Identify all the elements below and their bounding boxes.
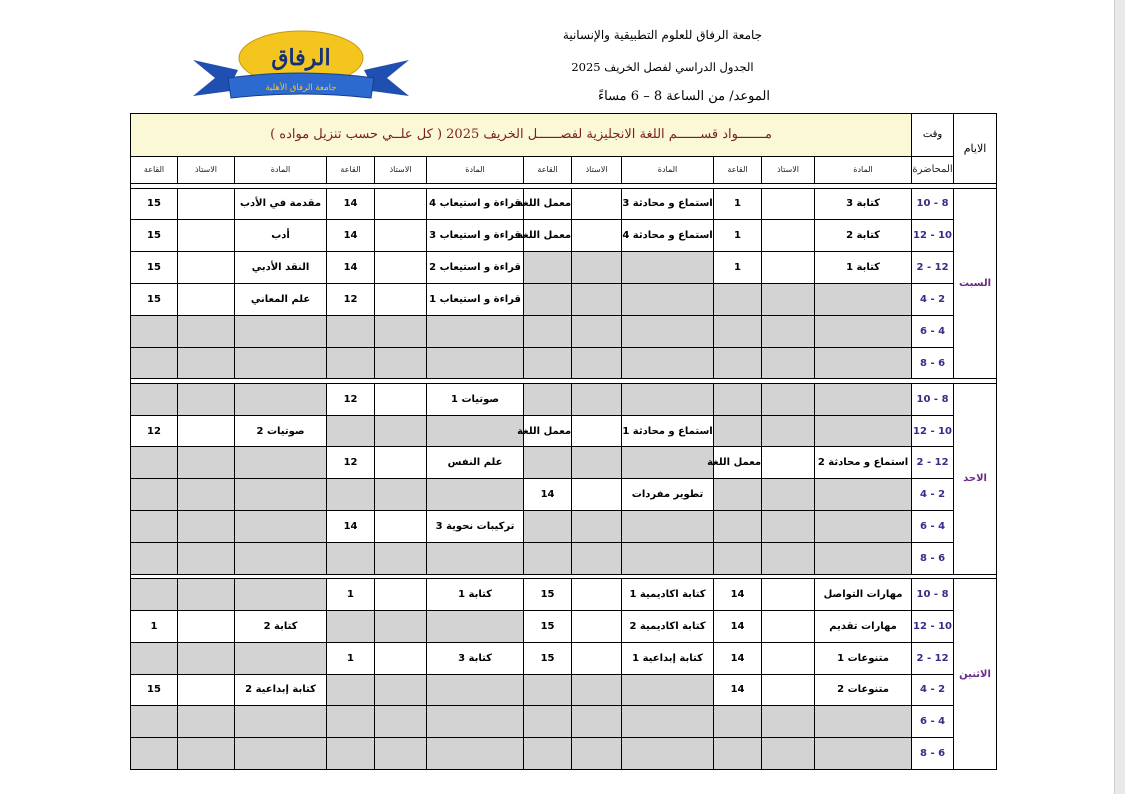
- teacher-cell: [178, 642, 235, 674]
- room-column-header: القاعة: [524, 156, 572, 183]
- subject-cell: [622, 706, 714, 738]
- teacher-cell: [572, 511, 622, 543]
- teacher-cell: [572, 479, 622, 511]
- table-row: [131, 479, 997, 511]
- teacher-cell: [375, 447, 427, 479]
- time-slot: 2 - 4: [912, 284, 954, 316]
- teacher-cell: [762, 610, 815, 642]
- subject-cell: [622, 315, 714, 347]
- time-slot: 6 - 8: [912, 738, 954, 770]
- subject-cell: [235, 542, 327, 574]
- room-cell: معمل اللغة: [714, 447, 762, 479]
- room-cell: [714, 542, 762, 574]
- subject-cell: [815, 284, 912, 316]
- time-slot: 8 - 10: [912, 383, 954, 415]
- subject-cell: [622, 447, 714, 479]
- subject-column-header: المادة: [427, 156, 524, 183]
- column-header-row: [131, 156, 997, 183]
- room-cell: [327, 674, 375, 706]
- subject-cell: [622, 674, 714, 706]
- room-cell: [524, 347, 572, 379]
- teacher-cell: [572, 415, 622, 447]
- room-cell: 15: [524, 610, 572, 642]
- table-row: [131, 415, 997, 447]
- subject-cell: قراءة و استيعاب 1: [427, 284, 524, 316]
- subject-cell: [622, 347, 714, 379]
- room-cell: [131, 479, 178, 511]
- subject-cell: متنوعات 1: [815, 642, 912, 674]
- subject-cell: [427, 706, 524, 738]
- room-cell: [131, 579, 178, 611]
- time-slot: 6 - 8: [912, 542, 954, 574]
- teacher-cell: [762, 447, 815, 479]
- room-cell: 15: [131, 188, 178, 220]
- table-row: [131, 252, 997, 284]
- room-column-header: القاعة: [714, 156, 762, 183]
- teacher-cell: [572, 674, 622, 706]
- teacher-cell: [572, 610, 622, 642]
- subject-cell: قراءة و استيعاب 3: [427, 220, 524, 252]
- subject-cell: النقد الأدبي: [235, 252, 327, 284]
- teacher-cell: [762, 220, 815, 252]
- subject-cell: [235, 479, 327, 511]
- subject-cell: [427, 542, 524, 574]
- room-cell: [327, 479, 375, 511]
- table-row: [131, 511, 997, 543]
- room-cell: [131, 447, 178, 479]
- room-cell: [131, 642, 178, 674]
- room-cell: [524, 383, 572, 415]
- room-cell: [714, 706, 762, 738]
- teacher-cell: [375, 383, 427, 415]
- time-slot: 12 - 2: [912, 447, 954, 479]
- subject-cell: [815, 511, 912, 543]
- subject-cell: [427, 315, 524, 347]
- teacher-cell: [375, 347, 427, 379]
- teacher-cell: [375, 315, 427, 347]
- subject-cell: [622, 284, 714, 316]
- room-cell: 14: [327, 511, 375, 543]
- subject-cell: أدب: [235, 220, 327, 252]
- time-slot: 2 - 4: [912, 674, 954, 706]
- room-cell: [131, 542, 178, 574]
- subject-cell: كتابة 3: [427, 642, 524, 674]
- room-column-header: القاعة: [327, 156, 375, 183]
- subject-cell: كتابة اكاديمية 1: [622, 579, 714, 611]
- room-cell: 14: [714, 642, 762, 674]
- subject-cell: مقدمة في الأدب: [235, 188, 327, 220]
- teacher-cell: [375, 415, 427, 447]
- room-cell: [131, 383, 178, 415]
- room-cell: 14: [714, 579, 762, 611]
- time-slot: 6 - 8: [912, 347, 954, 379]
- subject-cell: [622, 511, 714, 543]
- room-cell: 12: [327, 284, 375, 316]
- teacher-cell: [762, 252, 815, 284]
- teacher-cell: [375, 252, 427, 284]
- room-cell: 1: [131, 610, 178, 642]
- day-name: السبت: [954, 188, 997, 379]
- subject-cell: مهارات تقديم: [815, 610, 912, 642]
- teacher-cell: [178, 447, 235, 479]
- time-slot: 4 - 6: [912, 511, 954, 543]
- teacher-cell: [572, 383, 622, 415]
- time-slot: 10 - 12: [912, 610, 954, 642]
- subject-cell: [235, 642, 327, 674]
- subject-cell: [622, 738, 714, 770]
- room-cell: [524, 511, 572, 543]
- teacher-cell: [572, 252, 622, 284]
- teacher-column-header: الاستاذ: [762, 156, 815, 183]
- teacher-cell: [178, 315, 235, 347]
- subject-cell: كتابة 1: [427, 579, 524, 611]
- table-row: [131, 447, 997, 479]
- days-header: الايام: [954, 114, 997, 184]
- subject-cell: تطوير مفردات: [622, 479, 714, 511]
- subject-cell: [235, 347, 327, 379]
- room-column-header: القاعة: [131, 156, 178, 183]
- teacher-cell: [375, 542, 427, 574]
- table-row: [131, 347, 997, 379]
- teacher-cell: [762, 188, 815, 220]
- subject-cell: [235, 706, 327, 738]
- teacher-cell: [762, 511, 815, 543]
- teacher-cell: [762, 738, 815, 770]
- teacher-cell: [375, 642, 427, 674]
- subject-cell: [235, 447, 327, 479]
- time-slot: 4 - 6: [912, 706, 954, 738]
- room-cell: 15: [524, 579, 572, 611]
- teacher-cell: [178, 674, 235, 706]
- time-range: الموعد/ من الساعة 8 – 6 مساءً: [598, 89, 770, 104]
- room-cell: معمل اللغة: [524, 188, 572, 220]
- room-cell: معمل اللغة: [524, 220, 572, 252]
- teacher-cell: [178, 610, 235, 642]
- teacher-cell: [572, 284, 622, 316]
- teacher-cell: [762, 315, 815, 347]
- teacher-cell: [178, 188, 235, 220]
- subject-cell: قراءة و استيعاب 4: [427, 188, 524, 220]
- teacher-cell: [178, 542, 235, 574]
- teacher-cell: [572, 347, 622, 379]
- teacher-cell: [572, 579, 622, 611]
- teacher-cell: [762, 542, 815, 574]
- subject-cell: استماع و محادثة 3: [622, 188, 714, 220]
- room-cell: 12: [327, 383, 375, 415]
- room-cell: 1: [327, 642, 375, 674]
- room-cell: 1: [714, 220, 762, 252]
- table-row: [131, 738, 997, 770]
- teacher-cell: [178, 706, 235, 738]
- teacher-cell: [762, 579, 815, 611]
- university-name: جامعة الرفاق للعلوم التطبيقية والإنسانية: [562, 28, 763, 42]
- teacher-column-header: الاستاذ: [572, 156, 622, 183]
- table-row: [131, 706, 997, 738]
- svg-text:الرفاق: الرفاق: [271, 45, 331, 71]
- subject-cell: صوتيات 2: [235, 415, 327, 447]
- room-cell: [327, 415, 375, 447]
- room-cell: [524, 542, 572, 574]
- teacher-cell: [572, 447, 622, 479]
- room-cell: 14: [327, 188, 375, 220]
- room-cell: 15: [524, 642, 572, 674]
- subject-cell: [622, 252, 714, 284]
- subject-cell: علم المعاني: [235, 284, 327, 316]
- table-row: [131, 579, 997, 611]
- room-cell: [524, 252, 572, 284]
- time-slot: 12 - 2: [912, 252, 954, 284]
- time-slot: 8 - 10: [912, 188, 954, 220]
- teacher-cell: [375, 479, 427, 511]
- teacher-cell: [572, 706, 622, 738]
- room-cell: [327, 738, 375, 770]
- teacher-cell: [375, 674, 427, 706]
- teacher-cell: [762, 347, 815, 379]
- subject-cell: [427, 738, 524, 770]
- room-cell: [524, 284, 572, 316]
- subject-cell: [815, 706, 912, 738]
- teacher-column-header: الاستاذ: [178, 156, 235, 183]
- subject-cell: [235, 738, 327, 770]
- table-row: [131, 610, 997, 642]
- teacher-cell: [375, 511, 427, 543]
- room-cell: 14: [524, 479, 572, 511]
- teacher-cell: [572, 220, 622, 252]
- room-cell: [714, 415, 762, 447]
- subject-cell: كتابة 1: [815, 252, 912, 284]
- teacher-cell: [375, 706, 427, 738]
- table-row: [131, 188, 997, 220]
- room-cell: [524, 315, 572, 347]
- teacher-cell: [572, 738, 622, 770]
- time-slot: 12 - 2: [912, 642, 954, 674]
- table-row: [131, 542, 997, 574]
- time-header-label: وقت: [922, 128, 943, 140]
- teacher-cell: [762, 479, 815, 511]
- subject-cell: صوتيات 1: [427, 383, 524, 415]
- teacher-cell: [178, 383, 235, 415]
- day-name: الاحد: [954, 383, 997, 574]
- room-cell: معمل اللغة: [524, 415, 572, 447]
- page-edge: [1114, 0, 1125, 794]
- subject-cell: [427, 674, 524, 706]
- room-cell: 14: [327, 252, 375, 284]
- subject-column-header: المادة: [235, 156, 327, 183]
- subject-column-header: المادة: [622, 156, 714, 183]
- room-cell: [714, 738, 762, 770]
- teacher-cell: [375, 610, 427, 642]
- subject-cell: كتابة 2: [235, 610, 327, 642]
- teacher-cell: [572, 315, 622, 347]
- teacher-cell: [762, 415, 815, 447]
- room-cell: [131, 511, 178, 543]
- room-cell: [714, 511, 762, 543]
- subject-cell: كتابة 3: [815, 188, 912, 220]
- room-cell: [714, 315, 762, 347]
- teacher-cell: [375, 188, 427, 220]
- subject-cell: [815, 315, 912, 347]
- teacher-cell: [762, 642, 815, 674]
- time-slot: 8 - 10: [912, 579, 954, 611]
- room-cell: [131, 315, 178, 347]
- room-cell: 1: [714, 252, 762, 284]
- subject-cell: كتابة اكاديمية 2: [622, 610, 714, 642]
- room-cell: 14: [327, 220, 375, 252]
- room-cell: [327, 347, 375, 379]
- teacher-cell: [178, 220, 235, 252]
- table-row: [131, 383, 997, 415]
- room-cell: [131, 706, 178, 738]
- room-cell: [524, 674, 572, 706]
- subject-column-header: المادة: [815, 156, 912, 183]
- teacher-cell: [178, 415, 235, 447]
- teacher-cell: [178, 347, 235, 379]
- teacher-cell: [178, 479, 235, 511]
- room-cell: [524, 738, 572, 770]
- subject-cell: [235, 383, 327, 415]
- table-title: مـــــــواد قســــــم اللغة الانجليزية لفصــــــل الخريف 2025 ( كل علــي حسب تنزيل مواده ): [131, 114, 912, 157]
- room-cell: [714, 383, 762, 415]
- subject-cell: استماع و محادثة 4: [622, 220, 714, 252]
- room-cell: 12: [327, 447, 375, 479]
- room-cell: 15: [131, 220, 178, 252]
- subject-cell: [235, 579, 327, 611]
- subject-cell: كتابة 2: [815, 220, 912, 252]
- teacher-cell: [572, 188, 622, 220]
- room-cell: 14: [714, 610, 762, 642]
- room-cell: [131, 738, 178, 770]
- time-header: [912, 114, 954, 157]
- university-logo: [193, 30, 409, 105]
- subject-cell: [815, 383, 912, 415]
- teacher-cell: [762, 706, 815, 738]
- table-row: [131, 220, 997, 252]
- teacher-cell: [375, 220, 427, 252]
- table-row: [131, 674, 997, 706]
- teacher-cell: [375, 579, 427, 611]
- subject-cell: كتابة إبداعية 2: [235, 674, 327, 706]
- subject-cell: [622, 383, 714, 415]
- subject-cell: [427, 610, 524, 642]
- time-slot: 10 - 12: [912, 415, 954, 447]
- room-cell: 1: [327, 579, 375, 611]
- subject-cell: قراءة و استيعاب 2: [427, 252, 524, 284]
- subject-cell: [815, 738, 912, 770]
- teacher-cell: [375, 738, 427, 770]
- room-cell: [327, 315, 375, 347]
- teacher-cell: [762, 284, 815, 316]
- teacher-cell: [178, 284, 235, 316]
- subject-cell: [815, 415, 912, 447]
- room-cell: 12: [131, 415, 178, 447]
- room-cell: 14: [714, 674, 762, 706]
- teacher-cell: [572, 642, 622, 674]
- room-cell: 15: [131, 284, 178, 316]
- room-cell: [714, 284, 762, 316]
- teacher-cell: [762, 383, 815, 415]
- subject-cell: علم النفس: [427, 447, 524, 479]
- subject-cell: [622, 542, 714, 574]
- subject-cell: [235, 315, 327, 347]
- subject-cell: استماع و محادثة 2: [815, 447, 912, 479]
- subject-cell: [427, 479, 524, 511]
- subject-cell: [427, 347, 524, 379]
- time-slot: 2 - 4: [912, 479, 954, 511]
- subject-cell: استماع و محادثة 1: [622, 415, 714, 447]
- schedule-title: الجدول الدراسي لفصل الخريف 2025: [571, 60, 754, 74]
- room-cell: [524, 706, 572, 738]
- teacher-cell: [762, 674, 815, 706]
- room-cell: 1: [714, 188, 762, 220]
- room-cell: [714, 479, 762, 511]
- teacher-cell: [178, 579, 235, 611]
- teacher-cell: [178, 252, 235, 284]
- subject-cell: [815, 347, 912, 379]
- day-name: الاثنين: [954, 579, 997, 770]
- subject-cell: متنوعات 2: [815, 674, 912, 706]
- room-cell: [327, 610, 375, 642]
- teacher-column-header: الاستاذ: [375, 156, 427, 183]
- subject-cell: كتابة إبداعية 1: [622, 642, 714, 674]
- table-row: [131, 315, 997, 347]
- time-slot: 4 - 6: [912, 315, 954, 347]
- subject-cell: [235, 511, 327, 543]
- room-cell: 15: [131, 674, 178, 706]
- room-cell: [327, 542, 375, 574]
- schedule-table: [130, 113, 997, 770]
- teacher-cell: [178, 738, 235, 770]
- room-cell: 15: [131, 252, 178, 284]
- teacher-cell: [572, 542, 622, 574]
- room-cell: [714, 347, 762, 379]
- subject-cell: مهارات التواصل: [815, 579, 912, 611]
- lecture-time-header: المحاضرة: [912, 156, 954, 183]
- svg-text:جامعة الرفاق الأهلية: جامعة الرفاق الأهلية: [265, 83, 337, 93]
- teacher-cell: [178, 511, 235, 543]
- table-row: [131, 642, 997, 674]
- subject-cell: تركيبات نحوية 3: [427, 511, 524, 543]
- title-row: [131, 114, 997, 157]
- room-cell: [327, 706, 375, 738]
- subject-cell: [427, 415, 524, 447]
- subject-cell: [815, 542, 912, 574]
- room-cell: [524, 447, 572, 479]
- teacher-cell: [375, 284, 427, 316]
- room-cell: [131, 347, 178, 379]
- table-row: [131, 284, 997, 316]
- subject-cell: [815, 479, 912, 511]
- time-slot: 10 - 12: [912, 220, 954, 252]
